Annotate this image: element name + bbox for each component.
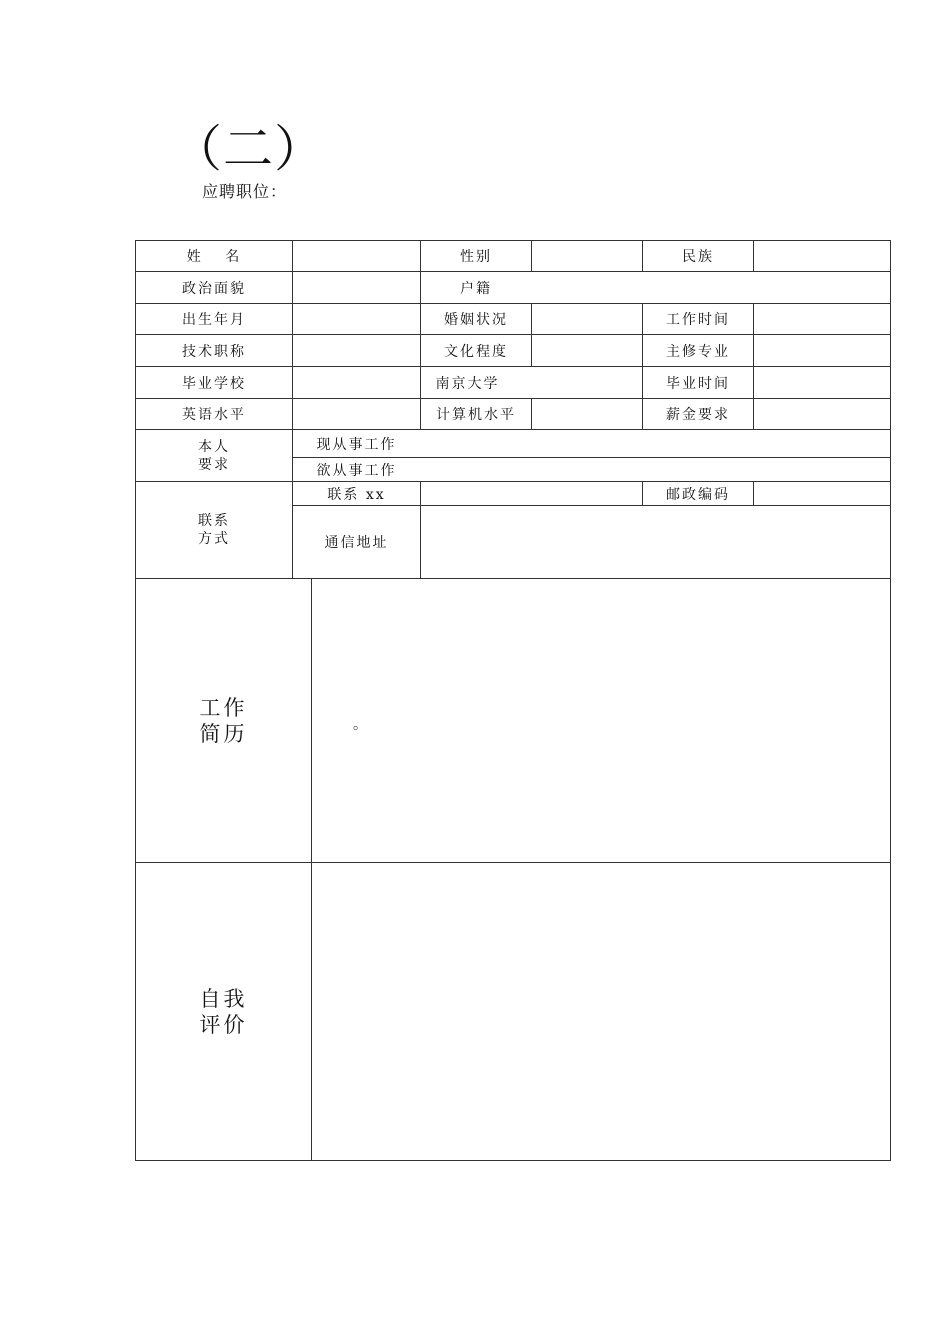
graduation-time-label: 毕业时间 — [666, 375, 730, 392]
address-field[interactable] — [421, 506, 890, 578]
political-status-label: 政治面貌 — [182, 280, 246, 297]
gender-label: 性别 — [460, 249, 492, 265]
major-label: 主修专业 — [666, 343, 730, 360]
self-evaluation-label — [136, 863, 311, 1160]
school-field[interactable]: 南京大学 — [435, 375, 500, 392]
political-status-field[interactable] — [293, 272, 420, 303]
desired-job-field[interactable] — [421, 458, 890, 481]
marital-status-field[interactable] — [532, 304, 642, 334]
work-history-field[interactable] — [312, 579, 890, 862]
name-label: 姓 名 — [186, 249, 242, 265]
work-history-content: 。 — [353, 717, 367, 733]
birth-date-label: 出生年月 — [182, 312, 246, 328]
computer-level-field[interactable] — [532, 399, 642, 429]
tech-title-label: 技术职称 — [182, 343, 246, 360]
english-level-field[interactable] — [293, 399, 420, 429]
graduation-time-field[interactable] — [754, 367, 890, 398]
contact-label-line-1: 联系 — [198, 513, 230, 529]
marital-status-label: 婚姻状况 — [444, 312, 508, 328]
current-job-field[interactable] — [421, 430, 890, 457]
ethnicity-label: 民族 — [682, 249, 714, 265]
table-border-right — [890, 240, 891, 1161]
requirements-label-line-2: 要求 — [198, 456, 230, 473]
form-heading: （二） — [172, 120, 325, 178]
work-start-field[interactable] — [754, 304, 890, 334]
self-evaluation-label-line-1: 自我 — [199, 986, 248, 1011]
hukou-label: 户籍 — [460, 280, 492, 297]
self-evaluation-field[interactable] — [312, 863, 890, 1160]
table-border-bottom — [135, 1160, 891, 1161]
work-history-label-line-2: 简历 — [199, 721, 248, 746]
phone-field[interactable] — [421, 482, 642, 505]
contact-label — [136, 482, 292, 578]
salary-label: 薪金要求 — [666, 407, 730, 423]
work-history-label — [136, 579, 311, 862]
education-label: 文化程度 — [444, 343, 508, 360]
english-level-label: 英语水平 — [182, 407, 246, 423]
phone-label: 联系 xx — [327, 486, 386, 503]
position-label: 应聘职位： — [202, 182, 288, 201]
ethnicity-field[interactable] — [754, 241, 890, 271]
tech-title-field[interactable] — [293, 335, 420, 366]
birth-date-field[interactable] — [293, 304, 420, 334]
postcode-label: 邮政编码 — [666, 486, 730, 503]
education-field[interactable] — [532, 335, 642, 366]
postcode-field[interactable] — [754, 482, 890, 505]
requirements-label-line-1: 本人 — [198, 438, 230, 455]
contact-label-line-2: 方式 — [198, 531, 230, 547]
hukou-field[interactable] — [532, 272, 890, 303]
address-label: 通信地址 — [324, 535, 389, 551]
work-history-label-line-1: 工作 — [199, 695, 248, 720]
self-evaluation-label-line-2: 评价 — [199, 1012, 248, 1037]
current-job-label: 现从事工作 — [316, 436, 397, 453]
salary-field[interactable] — [754, 399, 890, 429]
computer-level-label: 计算机水平 — [436, 407, 516, 423]
name-field[interactable] — [293, 241, 420, 271]
gender-field[interactable] — [532, 241, 642, 271]
desired-job-label: 欲从事工作 — [316, 462, 397, 479]
work-start-label: 工作时间 — [666, 312, 730, 328]
major-field[interactable] — [754, 335, 890, 366]
requirements-label — [136, 430, 292, 481]
school-label: 毕业学校 — [182, 375, 246, 392]
